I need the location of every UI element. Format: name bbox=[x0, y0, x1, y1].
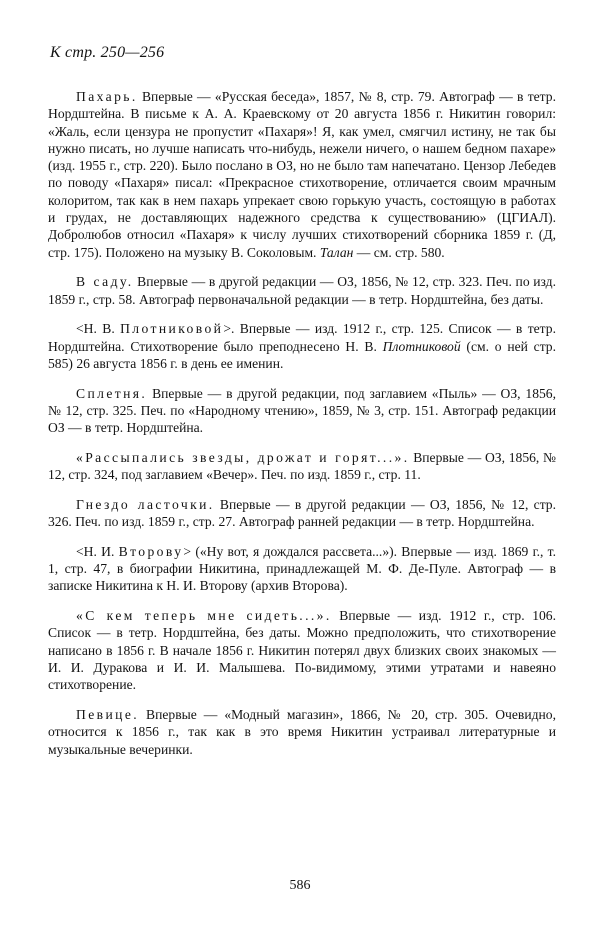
entry-text: Впервые — изд. 1912 г., стр. 125. Список — в тетр. Нордштейна. Стихотворение было преподнесено Н. В. bbox=[48, 321, 556, 354]
entry-title: Плотниковой bbox=[120, 321, 224, 337]
entry-v-sadu bbox=[48, 273, 556, 308]
entry-title: «Рассыпались звезды, дрожат и горят...». bbox=[76, 449, 410, 465]
entry-pakhar bbox=[48, 88, 556, 261]
entry-title: Певице. bbox=[76, 707, 140, 723]
entry-gnezdo-lastochki bbox=[48, 496, 556, 531]
entry-title: «С кем теперь мне сидеть...». bbox=[76, 608, 332, 624]
entry-text: («Ну вот, я дождался рассвета...»). Впервые — изд. 1869 г., т. 1, стр. 47, в биографии Никитина, принадлежащей М. Ф. Де-Пуле. Автограф — в записке Никитина к Н. И. Второву (архив Второва). bbox=[48, 543, 556, 594]
entry-title: Второву bbox=[118, 543, 184, 559]
entry-text: Впервые — «Модный магазин», 1866, № 20, стр. 305. Очевидно, относится к 1856 г., так как в это время Никитин устраивал литературные и музыкальные вечеринки. bbox=[48, 707, 556, 757]
entry-vtorovu bbox=[48, 543, 556, 595]
entry-spletnya bbox=[48, 385, 556, 437]
entry-title-prefix: <Н. В. bbox=[76, 321, 121, 337]
entry-pevitse bbox=[48, 706, 556, 758]
entry-title: Пахарь. bbox=[76, 89, 138, 104]
entry-text: Впервые — ОЗ, 1856, № 12, стр. 324, под заглавием «Вечер». Печ. по изд. 1859 г., стр. 11. bbox=[48, 449, 556, 483]
entry-text-italic: Талан bbox=[319, 244, 354, 260]
entry-title-suffix: >. bbox=[223, 321, 235, 337]
entry-text: Впервые — в другой редакции — ОЗ, 1856, № 12, стр. 326. Печ. по изд. 1859 г., стр. 27. Автограф ранней редакции — в тетр. Нордштейна. bbox=[48, 496, 557, 530]
entry-text: Впервые — «Русская беседа», 1857, № 8, стр. 79. Автограф — в тетр. Нордштейна. В письме к А. А. Краевскому от 20 августа 1856 г. Никитин говорил: «Жаль, если цензура не пропустит «Пахаря»! Я, как умел, смягчил истину, не так бы нужно писать, но лучше написать что-нибудь, нежели ничего, о нашем бедном пахаре» (изд. 1955 г., стр. 220). Было послано в ОЗ, но не было там напечатано. Цензор Лебедев по поводу «Пахаря» писал: «Прекрасное стихотворение, отличается своим мрачным колоритом, так как в нем пахарь упрекает свою горькую участь, состоящую в работах и грудах, не доставляющих надежного средства к существованию» (ЦГИАЛ). Добролюбов относил «Пахаря» к числу лучших стихотворений сборника 1859 г. (Д, стр. 175). Положено на музыку В. Соколовым. bbox=[48, 89, 556, 260]
entry-plotnikovoy bbox=[48, 320, 556, 372]
entry-title: В саду. bbox=[76, 274, 134, 290]
entry-text: Впервые — в другой редакции, под заглавием «Пыль» — ОЗ, 1856, № 12, стр. 325. Печ. по «Народному чтению», 1859, № 3, стр. 151. Автограф редакции ОЗ — в тетр. Нордштейна. bbox=[48, 385, 556, 436]
entry-s-kem-teper bbox=[48, 607, 556, 693]
entry-text: Впервые — в другой редакции — ОЗ, 1856, № 12, стр. 323. Печ. по изд. 1859 г., стр. 58. Автограф первоначальной редакции — в тетр. Нордштейна, без даты. bbox=[48, 274, 556, 307]
entry-text: (см. о ней стр. 585) 26 августа 1856 г. в день ее именин. bbox=[48, 338, 557, 371]
entry-title: Гнездо ласточки. bbox=[76, 496, 215, 512]
entry-text-italic: Плотниковой bbox=[382, 338, 461, 354]
entry-text: Впервые — изд. 1912 г., стр. 106. Список — в тетр. Нордштейна, без даты. Можно предположить, что стихотворение написано в 1856 г. В начале 1856 г. Никитин потерял двух близких своих знакомых — И. И. Дуракова и И. И. Малышева. По-видимому, этими утратами и навеяно стихотворение. bbox=[48, 608, 556, 693]
entry-title-prefix: <Н. И. bbox=[76, 543, 119, 559]
entry-title: Сплетня. bbox=[76, 385, 148, 401]
commentary-text bbox=[48, 88, 556, 770]
entry-text: — см. стр. 580. bbox=[353, 244, 445, 260]
entry-rassypalis-zvezdy bbox=[48, 449, 556, 484]
entry-title-suffix: > bbox=[183, 543, 192, 559]
page-reference-header: К стр. 250—256 bbox=[50, 44, 165, 61]
page-number: 586 bbox=[289, 878, 311, 893]
